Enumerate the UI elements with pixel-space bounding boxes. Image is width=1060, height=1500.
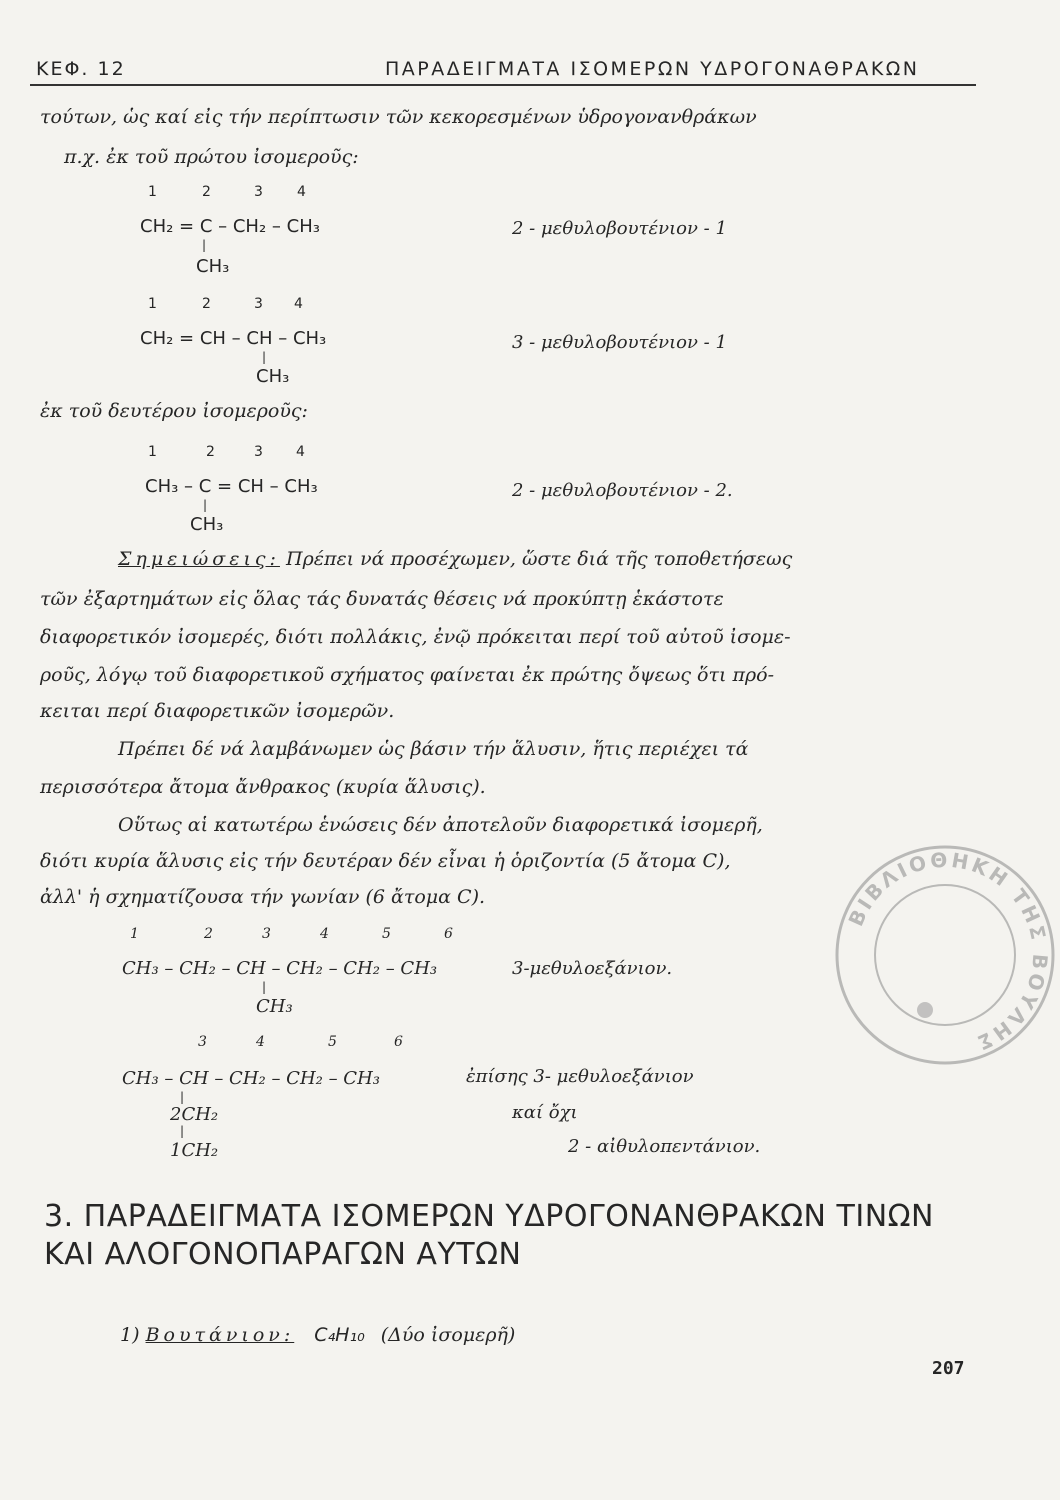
notes-heading: Σημειώσεις:	[118, 548, 280, 570]
carbon-number: 1	[130, 926, 139, 942]
bond-bar: |	[180, 1090, 185, 1104]
bond-bar: |	[202, 238, 207, 252]
intro-line-1: τούτων, ὡς καί εἰς τήν περίπτωσιν τῶν κεκορεσμένων ὑδρογονανθράκων	[40, 106, 757, 128]
carbon-number: 3	[198, 1034, 207, 1050]
ethyl-branch-ch3: 1CH₂	[170, 1140, 219, 1161]
bond-bar: |	[203, 498, 208, 512]
carbon-number: 4	[294, 296, 303, 312]
intro-line-2: π.χ. ἐκ τοῦ πρώτου ἰσομεροῦς:	[64, 146, 359, 168]
notes-paragraph-2-line-1: Πρέπει δέ νά λαμβάνωμεν ὡς βάσιν τήν ἅλυσιν, ἥτις περιέχει τά	[118, 738, 749, 760]
compound-name: ἐπίσης 3- μεθυλοεξάνιον	[466, 1066, 694, 1087]
methyl-branch: CH₃	[256, 996, 293, 1017]
notes-paragraph-2-line-2: περισσότερα ἄτομα ἄνθρακος (κυρία ἅλυσις).	[40, 776, 486, 798]
notes-text: Πρέπει νά προσέχωμεν, ὥστε διά τῆς τοποθετήσεως	[286, 548, 793, 570]
carbon-number: 1	[148, 184, 157, 200]
notes-paragraph-1-line-1	[118, 548, 792, 570]
methyl-branch: CH₃	[190, 514, 224, 535]
carbon-number: 3	[262, 926, 271, 942]
and-not-text: καί ὄχι	[512, 1102, 578, 1123]
structural-formula-main: CH₃ – CH₂ – CH – CH₂ – CH₂ – CH₃	[122, 958, 438, 979]
bond-bar: |	[262, 980, 267, 994]
notes-paragraph-3-line-1: Οὕτως αἱ κατωτέρω ἑνώσεις δέν ἀποτελοῦν διαφορετικά ἰσομερῆ,	[118, 814, 763, 836]
compound-name: 2 - μεθυλοβουτένιον - 2.	[512, 480, 733, 501]
carbon-number: 3	[254, 184, 263, 200]
running-title: ΠΑΡΑΔΕΙΓΜΑΤΑ ΙΣΟΜΕΡΩΝ ΥΔΡΟΓΟΝΑΘΡΑΚΩΝ	[385, 58, 920, 80]
structural-formula-main: CH₃ – C = CH – CH₃	[145, 476, 318, 497]
carbon-number: 5	[328, 1034, 337, 1050]
item-note: (Δύο ἰσομερῆ)	[380, 1324, 516, 1346]
chapter-label: ΚΕΦ. 12	[36, 58, 126, 80]
carbon-number: 2	[204, 926, 213, 942]
alternative-name: 2 - αἰθυλοπεντάνιον.	[568, 1136, 761, 1157]
notes-paragraph-1-line-2: τῶν ἐξαρτημάτων εἰς ὅλας τάς δυνατάς θέσεις νά προκύπτῃ ἑκάστοτε	[40, 588, 724, 610]
notes-paragraph-3-line-2: διότι κυρία ἅλυσις εἰς τήν δευτέραν δέν εἶναι ἡ ὁριζοντία (5 ἄτομα C),	[40, 850, 731, 872]
ethyl-branch-ch2: 2CH₂	[170, 1104, 219, 1125]
carbon-number: 2	[202, 296, 211, 312]
bond-bar: |	[262, 350, 267, 364]
methyl-branch: CH₃	[196, 256, 230, 277]
carbon-number: 2	[206, 444, 215, 460]
carbon-number: 4	[320, 926, 329, 942]
carbon-number: 3	[254, 444, 263, 460]
stamp-text: ΒΙΒΛΙΟΘΗΚΗ ΤΗΣ ΒΟΥΛΗΣ	[843, 847, 1053, 1057]
structural-formula-main: CH₂ = CH – CH – CH₃	[140, 328, 327, 349]
carbon-number: 4	[256, 1034, 265, 1050]
compound-name: 3 - μεθυλοβουτένιον - 1	[512, 332, 727, 353]
section-title: 3. ΠΑΡΑΔΕΙΓΜΑΤΑ ΙΣΟΜΕΡΩΝ ΥΔΡΟΓΟΝΑΝΘΡΑΚΩΝ ΤΙΝΩΝ ΚΑΙ ΑΛΟΓΟΝΟΠΑΡΑΓΩΝ ΑΥΤΩΝ	[44, 1199, 934, 1272]
notes-paragraph-3-line-3: ἀλλ' ἡ σχηματίζουσα τήν γωνίαν (6 ἄτομα C).	[40, 886, 486, 908]
library-stamp	[830, 840, 1060, 1070]
compound-name: 2 - μεθυλοβουτένιον - 1	[512, 218, 727, 239]
notes-paragraph-1-line-5: κειται περί διαφορετικῶν ἰσομερῶν.	[40, 700, 395, 722]
methyl-branch: CH₃	[256, 366, 290, 387]
item-name: Βουτάνιον:	[145, 1324, 295, 1346]
structural-formula-main: CH₃ – CH – CH₂ – CH₂ – CH₃	[122, 1068, 380, 1089]
carbon-number: 2	[202, 184, 211, 200]
item-number: 1)	[120, 1324, 140, 1346]
carbon-number: 1	[148, 444, 157, 460]
carbon-number: 5	[382, 926, 391, 942]
carbon-number: 3	[254, 296, 263, 312]
carbon-number: 4	[297, 184, 306, 200]
carbon-number: 6	[444, 926, 453, 942]
item-formula: C₄H₁₀	[314, 1324, 365, 1346]
notes-paragraph-1-line-4: ροῦς, λόγῳ τοῦ διαφορετικοῦ σχήματος φαίνεται ἐκ πρώτης ὄψεως ὅτι πρό-	[40, 664, 774, 686]
second-isomer-intro: ἐκ τοῦ δευτέρου ἰσομεροῦς:	[40, 400, 308, 422]
header-rule	[30, 84, 976, 86]
page-number: 207	[932, 1358, 965, 1379]
carbon-number: 6	[394, 1034, 403, 1050]
compound-name: 3-μεθυλοεξάνιον.	[512, 958, 673, 979]
carbon-number: 4	[296, 444, 305, 460]
carbon-number: 1	[148, 296, 157, 312]
notes-paragraph-1-line-3: διαφορετικόν ἰσομερές, διότι πολλάκις, ἐνῷ πρόκειται περί τοῦ αὐτοῦ ἰσομε-	[40, 626, 791, 648]
item-butane	[120, 1324, 515, 1346]
bond-bar: |	[180, 1124, 185, 1138]
structural-formula-main: CH₂ = C – CH₂ – CH₃	[140, 216, 320, 237]
